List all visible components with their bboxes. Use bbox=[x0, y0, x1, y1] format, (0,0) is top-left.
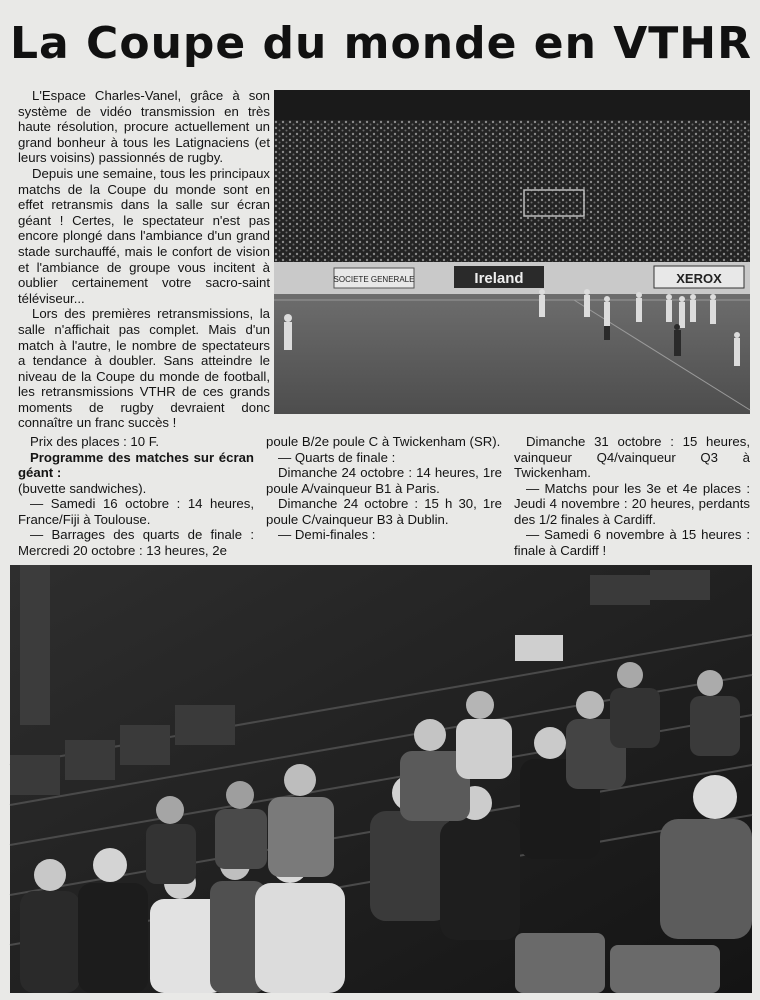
audience-illustration bbox=[10, 565, 752, 993]
program-line: Dimanche 24 octobre : 14 heures, 1re poule A/vainqueur B1 à Paris. bbox=[266, 465, 502, 496]
program-line: — Quarts de finale : bbox=[278, 449, 396, 465]
program-line: — Samedi 16 octobre : 14 heures, France/Fiji à Toulouse. bbox=[18, 496, 254, 527]
board-ireland: Ireland bbox=[474, 270, 524, 287]
intro-paragraph: Lors des premières retransmissions, la salle n'affichait pas complet. Mais d'un match à l'autre, le nombre de spectateurs a tendance à doubler. Sans atteindre le niveau de la Coupe du monde de football, les retransmissions VTHR de ces grands moments de rugby devraient donc connaître un franc succès ! bbox=[18, 306, 270, 431]
program-line: Dimanche 24 octobre : 15 h 30, 1re poule C/vainqueur B3 à Dublin. bbox=[266, 496, 502, 527]
program-line: — Barrages des quarts de finale : Mercredi 20 octobre : 13 heures, 2e bbox=[18, 527, 254, 558]
program-line: Dimanche 31 octobre : 15 heures, vainqueur Q4/vainqueur Q3 à Twickenham. bbox=[514, 434, 750, 480]
program-line: — Demi-finales : bbox=[278, 527, 376, 542]
program-line: poule B/2e poule C à Twickenham (SR). bbox=[266, 434, 501, 449]
program-title-text: Programme des matches sur écran géant : bbox=[18, 449, 254, 480]
program-title bbox=[18, 450, 254, 481]
stadium-illustration bbox=[274, 90, 750, 414]
program-column bbox=[266, 434, 502, 554]
program-line: (buvette sandwiches). bbox=[18, 480, 147, 496]
program-line: — Matchs pour les 3e et 4e places : Jeudi 4 novembre : 20 heures, perdants des 1/2 finales à Cardiff. bbox=[514, 480, 750, 527]
program-columns bbox=[18, 434, 750, 558]
intro-paragraph: L'Espace Charles-Vanel, grâce à son système de vidéo transmission en très haute résolution, procure actuellement un grand bonheur à tous les Latignaciens (et leurs voisins) passionnés de rugby. bbox=[18, 88, 270, 166]
program-column bbox=[18, 434, 254, 558]
intro-paragraph: Depuis une semaine, tous les principaux matchs de la Coupe du monde sont en effet retransmis dans la salle sur écran géant ! Certes, le spectateur n'est pas encore plongé dans l'ambiance d'un grand stade surchauffé, mais le confort de vision et l'ambiance de groupe vous incitent à oublier certainement votre sacro-saint téléviseur... bbox=[18, 165, 270, 306]
intro-text bbox=[18, 88, 270, 431]
board-xerox: XEROX bbox=[676, 271, 722, 286]
screen-icon bbox=[515, 635, 563, 661]
program-column bbox=[514, 434, 750, 558]
stadium-photo bbox=[274, 90, 750, 414]
program-line: — Samedi 6 novembre à 15 heures : finale à Cardiff ! bbox=[514, 527, 750, 558]
price-line: Prix des places : 10 F. bbox=[30, 434, 160, 449]
headline: La Coupe du monde en VTHR bbox=[10, 18, 752, 69]
audience-photo bbox=[10, 565, 752, 993]
board-societe-generale: SOCIETE GENERALE bbox=[333, 275, 415, 284]
